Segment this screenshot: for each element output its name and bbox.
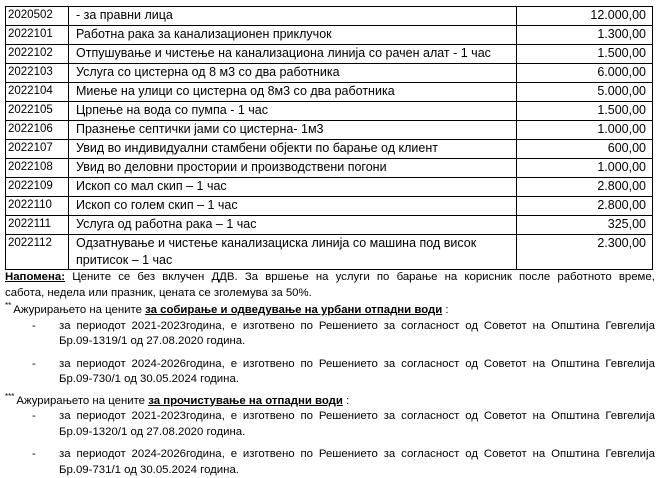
treatment-items	[5, 409, 655, 478]
service-description: Ископ со голем скип – 1 час	[69, 197, 517, 216]
service-price: 325,00	[517, 216, 653, 235]
service-description: Увид во деловни простории и производствени погони	[69, 159, 517, 178]
note-word: време,	[619, 270, 655, 286]
service-code: 2022111	[6, 216, 69, 235]
treatment-tail: :	[346, 395, 349, 407]
service-code: 2022101	[6, 26, 69, 45]
note-word: барање	[397, 270, 438, 286]
item-word: Решението	[319, 447, 378, 463]
treatment-item	[5, 447, 655, 478]
item-word: Решението	[319, 357, 378, 373]
treatment-intro: Ажурирањето на цените	[16, 395, 145, 407]
item-word: Општина	[551, 409, 599, 425]
service-description: Работна рака за канализационен приклучок	[69, 26, 517, 45]
note-line-1	[5, 270, 655, 286]
item-line-1	[59, 409, 655, 425]
sewage-items	[5, 319, 655, 388]
service-code: 2022102	[6, 45, 69, 64]
item-line-2: Бр.09-730/1 од 30.05.2024 година.	[59, 372, 655, 388]
item-word: е	[231, 319, 237, 335]
table-row	[6, 45, 653, 64]
note-word: корисник	[464, 270, 511, 286]
service-description: Увид во индивидуални стамбени објекти по барање од клиент	[69, 140, 517, 159]
treatment-item	[5, 409, 655, 440]
note-word: на	[445, 270, 458, 286]
table-row	[6, 121, 653, 140]
item-word: Советот	[484, 357, 527, 373]
item-word: Советот	[484, 409, 527, 425]
table-row	[6, 83, 653, 102]
item-word: за	[59, 357, 71, 373]
item-word: Советот	[484, 319, 527, 335]
sewage-tail: :	[445, 304, 448, 316]
treatment-heading	[5, 394, 655, 410]
item-word: по	[300, 357, 313, 373]
note-label: Напомена:	[5, 270, 65, 286]
item-word: периодот	[76, 319, 125, 335]
note-word: ДДВ.	[211, 270, 237, 286]
sewage-mark: **	[5, 301, 11, 310]
item-word: периодот	[76, 447, 125, 463]
table-row	[6, 26, 653, 45]
sewage-intro: Ажурирањето на цените	[13, 304, 142, 316]
service-code: 2022109	[6, 178, 69, 197]
service-code: 2022105	[6, 102, 69, 121]
item-word: од	[465, 409, 478, 425]
item-word: од	[465, 357, 478, 373]
item-word: изготвено	[243, 357, 295, 373]
note-word: по	[377, 270, 390, 286]
note-word: работното	[557, 270, 611, 286]
item-word: за	[59, 319, 71, 335]
service-code: 2022107	[6, 140, 69, 159]
item-word: Гевгелија	[605, 357, 655, 373]
service-price: 600,00	[517, 140, 653, 159]
sewage-item	[5, 357, 655, 388]
note-word: вклучен	[162, 270, 204, 286]
service-code: 2022103	[6, 64, 69, 83]
service-description	[69, 235, 517, 270]
item-line-2: Бр.09-1320/1 од 27.08.2020 година.	[59, 425, 655, 441]
table-row	[6, 64, 653, 83]
service-code: 2020502	[6, 7, 69, 26]
item-word: е	[231, 447, 237, 463]
table-row	[6, 235, 653, 270]
item-word: на	[533, 409, 546, 425]
service-price: 1.300,00	[517, 26, 653, 45]
treatment-mark: ***	[5, 392, 14, 401]
note-word: без	[137, 270, 155, 286]
item-word: по	[300, 409, 313, 425]
table-row	[6, 140, 653, 159]
item-word: согласност	[401, 409, 459, 425]
item-line-2: Бр.09-1319/1 од 27.08.2020 година.	[59, 334, 655, 350]
item-word: согласност	[401, 357, 459, 373]
item-word: 2021-2023година,	[132, 409, 225, 425]
sewage-emphasis: за собирање и одведување на урбани отпадни води	[145, 304, 442, 316]
treatment-emphasis: за прочистување на отпадни води	[148, 395, 343, 407]
note-word: на	[316, 270, 329, 286]
item-word: 2021-2023година,	[132, 319, 225, 335]
price-table-body	[6, 7, 653, 270]
item-word: по	[300, 319, 313, 335]
item-word: од	[465, 447, 478, 463]
item-word: Решението	[319, 409, 378, 425]
service-description: Миење на улици со цистерна од 8м3 со два работника	[69, 83, 517, 102]
service-description: Отпушување и чистење на канализациона линија со рачен алат - 1 час	[69, 45, 517, 64]
service-description: Црпење на вода со пумпа - 1 час	[69, 102, 517, 121]
item-word: Решението	[319, 319, 378, 335]
item-word: Советот	[484, 447, 527, 463]
service-code: 2022110	[6, 197, 69, 216]
item-line-1	[59, 447, 655, 463]
item-word: е	[231, 409, 237, 425]
item-word: Гевгелија	[605, 447, 655, 463]
service-price: 1.000,00	[517, 121, 653, 140]
sewage-item	[5, 319, 655, 350]
item-word: изготвено	[243, 319, 295, 335]
item-word: од	[465, 319, 478, 335]
note-word: после	[519, 270, 550, 286]
dash-bullet: -	[32, 409, 36, 425]
item-line-1	[59, 357, 655, 373]
item-line-2: Бр.09-731/1 од 30.05.2024 година.	[59, 463, 655, 478]
item-word: на	[533, 319, 546, 335]
item-word: 2024-2026година,	[132, 357, 225, 373]
note-word: вршење	[265, 270, 308, 286]
service-description: Услуга со цистерна од 8 м3 со два работника	[69, 64, 517, 83]
note-word: Цените	[72, 270, 111, 286]
price-table	[5, 6, 653, 270]
notes-section	[5, 270, 655, 478]
table-row	[6, 159, 653, 178]
item-word: Гевгелија	[605, 319, 655, 335]
item-word: е	[231, 357, 237, 373]
service-price: 2.300,00	[517, 235, 653, 270]
item-word: на	[533, 447, 546, 463]
item-word: изготвено	[243, 447, 295, 463]
note-word: се	[118, 270, 130, 286]
service-price: 2.800,00	[517, 197, 653, 216]
service-code: 2022108	[6, 159, 69, 178]
item-word: за	[384, 409, 396, 425]
item-line-1	[59, 319, 655, 335]
dash-bullet: -	[32, 319, 36, 335]
item-word: за	[384, 447, 396, 463]
dash-bullet: -	[32, 357, 36, 373]
item-word: Општина	[551, 447, 599, 463]
service-code: 2022106	[6, 121, 69, 140]
item-word: за	[59, 409, 71, 425]
item-word: по	[300, 447, 313, 463]
service-price: 6.000,00	[517, 64, 653, 83]
table-row	[6, 178, 653, 197]
table-row	[6, 197, 653, 216]
item-word: Општина	[551, 319, 599, 335]
sewage-heading	[5, 303, 655, 319]
service-code: 2022112	[6, 235, 69, 270]
item-word: Гевгелија	[605, 409, 655, 425]
service-price: 1.500,00	[517, 102, 653, 121]
item-word: изготвено	[243, 409, 295, 425]
service-price: 1.000,00	[517, 159, 653, 178]
table-row	[6, 102, 653, 121]
service-price: 12.000,00	[517, 7, 653, 26]
note-line-2: сабота, недела или празник, цената се зголемува за 50%.	[5, 286, 655, 302]
service-description: Празнење септички јами со цистерна- 1м3	[69, 121, 517, 140]
item-word: Општина	[551, 357, 599, 373]
item-word: периодот	[76, 409, 125, 425]
service-description-line: притисок – 1 час	[76, 252, 513, 269]
service-description: Услуга од работна рака – 1 час	[69, 216, 517, 235]
item-word: 2024-2026година,	[132, 447, 225, 463]
service-description: - за правни лица	[69, 7, 517, 26]
note-word: За	[245, 270, 258, 286]
service-price: 5.000,00	[517, 83, 653, 102]
service-description-line: Одзатнување и чистење канализациска линија со машина под висок	[76, 235, 513, 252]
service-code: 2022104	[6, 83, 69, 102]
service-price: 2.800,00	[517, 178, 653, 197]
item-word: согласност	[401, 319, 459, 335]
item-word: за	[384, 357, 396, 373]
table-row	[6, 7, 653, 26]
item-word: на	[533, 357, 546, 373]
item-word: периодот	[76, 357, 125, 373]
service-description: Ископ со мал скип – 1 час	[69, 178, 517, 197]
note-word: услуги	[336, 270, 370, 286]
item-word: за	[59, 447, 71, 463]
item-word: согласност	[401, 447, 459, 463]
dash-bullet: -	[32, 447, 36, 463]
item-word: за	[384, 319, 396, 335]
service-price: 1.500,00	[517, 45, 653, 64]
table-row	[6, 216, 653, 235]
